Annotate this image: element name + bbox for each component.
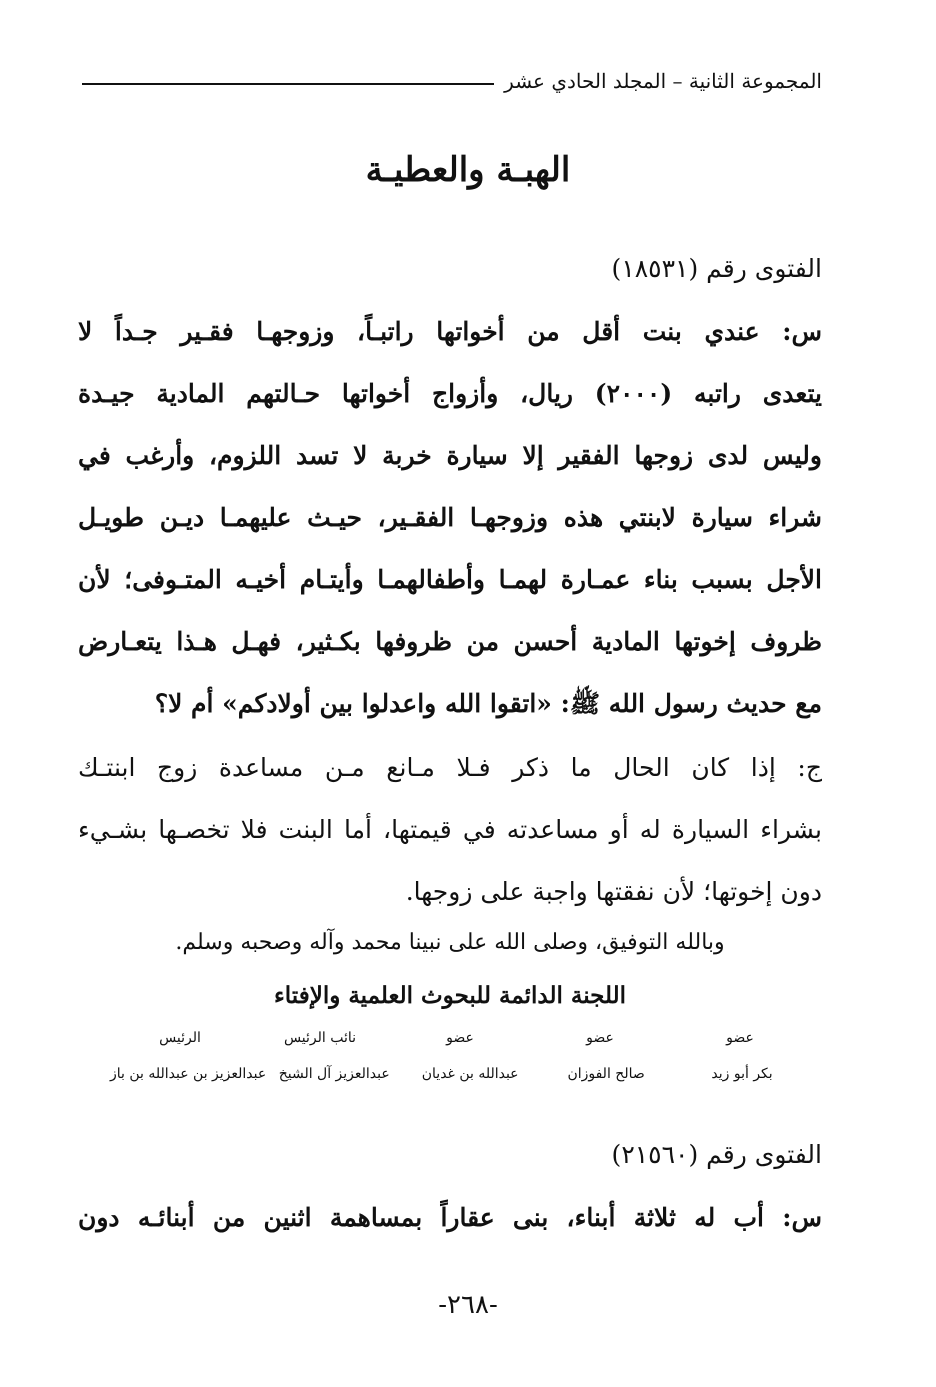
answer-line-1: ج: إذا كان الحال ما ذكر فـلا مـانع مـن مساعدة زوج ابنتـك (78, 753, 822, 782)
answer-line-3: دون إخوتها؛ لأن نفقتها واجبة على زوجها. (405, 877, 822, 906)
signatory-name: بكر أبو زيد (711, 1066, 773, 1082)
signatory-role: الرئيس (159, 1030, 201, 1046)
closing-line: وبالله التوفيق، وصلى الله على نبينا محمد وآله وصحبه وسلم. (175, 930, 725, 955)
fatwa-number-1: الفتوى رقم (١٨٥٣١) (611, 254, 822, 283)
signatory-role: عضو (446, 1030, 474, 1046)
question-line-6: ظروف إخوتها المادية أحسن من ظروفها بكـثير، فهـل هـذا يتعـارض (78, 627, 822, 656)
question-line-2: يتعدى راتبه (٢٠٠٠) ريال، وأزواج أخواتها حـالتهم المادية جيـدة (78, 379, 822, 408)
question-line-7: مع حديث رسول الله ﷺ: «اتقوا الله واعدلوا بين أولادكم» أم لا؟ (154, 689, 822, 718)
header-rule (82, 83, 494, 85)
answer-line-2: بشراء السيارة له أو مساعدته في قيمتها، أما البنت فلا تخصـها بشـيء (78, 815, 822, 844)
signatory-role: عضو (726, 1030, 754, 1046)
signatory-role: نائب الرئيس (283, 1030, 357, 1046)
signatory-name: عبدالعزيز آل الشيخ (278, 1066, 390, 1082)
question2-line-1: س: أب له ثلاثة أبناء، بنى عقاراً بمساهمة اثنين من أبنائـه دون (78, 1203, 822, 1232)
question-line-5: الأجل بسبب بناء عمـارة لهمـا وأطفالهمـا وأيتـام أخيـه المتـوفى؛ لأن (78, 565, 822, 594)
signatory-names (110, 1066, 810, 1082)
section-title: الهبـة والعطيـة (365, 150, 571, 190)
question-line-4: شراء سيارة لابنتي هذه وزوجهـا الفقـير، حيـث عليهمـا ديـن طويـل (78, 503, 822, 532)
fatwa-number-2: الفتوى رقم (٢١٥٦٠) (611, 1140, 822, 1169)
running-header (82, 64, 822, 98)
page-number: -٢٦٨- (438, 1290, 498, 1320)
signatory-role: عضو (586, 1030, 614, 1046)
signatory-roles (110, 1030, 810, 1046)
question-line-1: س: عندي بنت أقل من أخواتها راتبـاً، وزوجهـا فقـير جـداً لا (78, 317, 822, 346)
signatory-name: عبدالعزيز بن عبدالله بن باز (110, 1066, 267, 1082)
question-line-3: وليس لدى زوجها الفقير إلا سيارة خربة لا تسد اللزوم، وأرغب في (78, 441, 822, 470)
committee-name: اللجنة الدائمة للبحوث العلمية والإفتاء (273, 982, 627, 1009)
running-title: المجموعة الثانية – المجلد الحادي عشر (504, 69, 822, 93)
signatory-name: عبدالله بن غديان (421, 1066, 519, 1082)
signatory-name: صالح الفوزان (567, 1066, 645, 1082)
